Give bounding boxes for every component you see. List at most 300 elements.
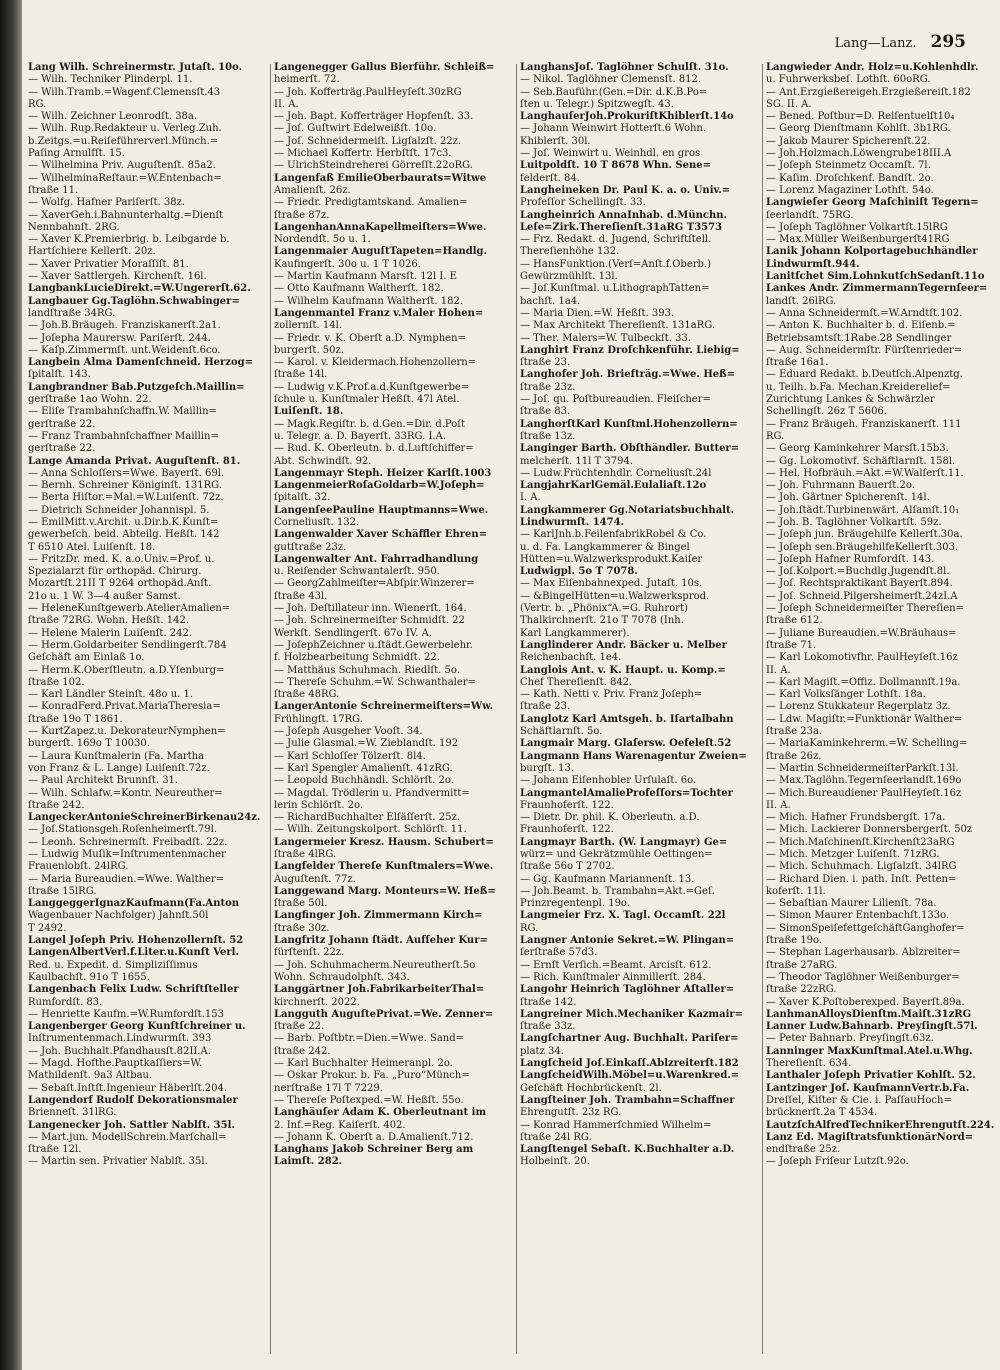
directory-entry-line: nerſtraße 17l T 7229. — [274, 1082, 383, 1094]
directory-entry-line: — Wilh. Schlafw.=Kontr. Neureuther= — [28, 787, 223, 799]
directory-entry-line: — HansFunktion.(Verſ=Anſt.f.Oberb.) — [520, 258, 712, 270]
directory-entry-line: u. Telegr. a. D. Bayerſt. 33RG. I.A. — [274, 430, 447, 442]
directory-entry-line: — KurtZapez.u. DekorateurNymphen= — [28, 726, 226, 738]
directory-entry-line: Prinzregentenpl. 19o. — [520, 898, 630, 910]
directory-entry-line: Langlotz Karl Amtsgeh. b. Iſartalbahn — [520, 713, 734, 725]
directory-entry-line: burgerſt. 50z. — [274, 344, 344, 356]
directory-entry-line: — Lorenz Magaziner Lothſt. 54o. — [766, 184, 934, 196]
directory-entry-line: — Karl Magiſt.=Offiz. Dollmannſt.19a. — [766, 676, 961, 688]
directory-entry-line: — Frz. Redakt. d. Jugend, Schriftſtell. — [520, 234, 712, 246]
directory-entry-line: platz 34. — [520, 1045, 564, 1057]
directory-entry-line: — Thereſe Poſtexped.=W. Heßſt. 55o. — [274, 1094, 464, 1106]
directory-entry-line: Langmann Hans Warenagentur Zweien= — [520, 750, 747, 762]
directory-entry-line: Langmayr Barth. (W. Langmayr) Ge= — [520, 836, 728, 848]
directory-columns — [28, 62, 995, 1362]
directory-entry-line: Luitpoldſt. 10 T 8678 Whn. Sene= — [520, 160, 712, 172]
directory-entry-line: — Joſ. qu. Poſtbureaudien. Fleiſcher= — [520, 394, 711, 406]
directory-entry-line: — Theodor Taglöhner Weißenburger= — [766, 971, 960, 983]
directory-entry-line: LangjahrKarlGemäl.Eulaliaſt.12o — [520, 480, 707, 492]
directory-entry-line: — KarlJnh.b.FeilenfabrikRobel & Co. — [520, 529, 707, 541]
directory-entry-line: Langſcheid Joſ.Einkaſſ.Ablzreiterſt.182 — [520, 1058, 739, 1070]
directory-entry-line: — Franz Bräugeh. Franziskanerſt. 111 — [766, 418, 962, 430]
directory-entry-line: Langhirt Franz Droſchkenführ. Liebig= — [520, 344, 740, 356]
directory-entry-line: koferſt. 11l. — [766, 885, 826, 897]
directory-entry-line: — Stephan Lagerhausarb. Ablzreiter= — [766, 947, 961, 959]
directory-entry-line: Lindwurmſt. 1474. — [520, 516, 625, 528]
directory-entry-line: ſtraße 14l. — [274, 369, 328, 381]
directory-entry-line: LangenhanAnnaKapellmeiſters=Wwe. — [274, 221, 487, 233]
directory-entry-line: Profeſſor Schellingſt. 33. — [520, 197, 646, 209]
directory-entry-line: Langendorf Rudolf Dekorationsmaler — [28, 1094, 238, 1106]
directory-entry-line: Langenbach Felix Ludw. Schriftſteller — [28, 984, 239, 996]
directory-entry-line: bachſt. 1a4. — [520, 295, 581, 307]
directory-entry-line: — Max Architekt Thereſienſt. 131aRG. — [520, 320, 716, 332]
directory-entry-line: — &BingelHütten=u.Walzwerksprod. — [520, 590, 710, 602]
directory-entry-line: — Karl Spengler Amalienſt. 41zRG. — [274, 762, 453, 774]
directory-entry-line: — Mich. Schuhmach. Ligſalzſt. 34lRG — [766, 861, 957, 873]
directory-entry-line: — Rich. Kunſtmaler Ainmillerſt. 284. — [520, 971, 706, 983]
page-header — [835, 32, 966, 56]
directory-entry-line: Werkſt. Sendlingerſt. 67o IV. A. — [274, 627, 433, 639]
directory-column-1 — [28, 62, 264, 1357]
directory-entry-line: Langſchartner Aug. Buchhalt. Pariſer= — [520, 1033, 739, 1045]
directory-entry-line: — Lorenz Stukkateur Regerplatz 3z. — [766, 701, 951, 713]
directory-entry-line: Langgärtner Joh.FabrikarbeiterThal= — [274, 984, 485, 996]
directory-entry-line: — Joſeph Ausgeher Vooſt. 34. — [274, 726, 423, 738]
directory-entry-line: Lanthaler Joſeph Privatier Kohlſt. 52. — [766, 1070, 976, 1082]
directory-entry-line: — GeorgZahlmeiſter=Abſpir.Winzerer= — [274, 578, 475, 590]
directory-entry-line: ſtraße 23a. — [766, 726, 823, 738]
directory-entry-line: — Karol. v. Kleidermach.Hohenzollern= — [274, 357, 477, 369]
directory-entry-line: — Mich. Hafner Frundsbergſt. 17a. — [766, 812, 946, 824]
directory-entry-line: Lanz Ed. MagiſtratsfunktionärNord= — [766, 1131, 974, 1143]
directory-entry-line: Wagenbauer Nachfolger) Jahnſt.50l — [28, 910, 209, 922]
directory-entry-line: — Joſ. Schneid.Pilgersheimerſt.24zI.A — [766, 590, 958, 602]
directory-entry-line: — Leopold Buchhändl. Schlörſt. 2o. — [274, 775, 454, 787]
directory-entry-line: II. A. — [274, 98, 299, 110]
directory-entry-line: — Georg Kaminkehrer Marsſt.15b3. — [766, 443, 949, 455]
directory-entry-line: Langſteiner Joh. Trambahn=Schaffner — [520, 1094, 735, 1106]
directory-entry-line: ſtraße 43l. — [274, 590, 328, 602]
directory-entry-line: — EmilMitt.v.Archit. u.Dir.b.K.Kunſt= — [28, 516, 219, 528]
directory-entry-line: — Max.Müller Weißenburgerſt41RG — [766, 234, 950, 246]
book-gutter — [0, 0, 22, 1370]
directory-entry-line: — Kaſim. Droſchkenf. Bandſt. 2o. — [766, 172, 934, 184]
directory-entry-line: brücknerſt.2a T 4534. — [766, 1107, 878, 1119]
directory-entry-line: 2. Inf.=Reg. Kaiſerſt. 402. — [274, 1119, 406, 1131]
directory-entry-line: — Karl Volksſänger Lothſt. 18a. — [766, 689, 926, 701]
directory-entry-line: gerſtraße 1ao Wohn. 22. — [28, 394, 152, 406]
directory-entry-line: lerin Schlörſt. 2o. — [274, 799, 364, 811]
directory-entry-line: — Joſ.Stationsgeh.Roſenheimerſt.79l. — [28, 824, 218, 836]
directory-entry-line: burgſt. 13. — [520, 762, 575, 774]
directory-entry-line: — Jakob Maurer Spicherenſt.22. — [766, 135, 931, 147]
directory-entry-line: — JoſephZeichner u.ſtädt.Gewerbelehr. — [274, 639, 473, 651]
directory-entry-line: fürſtenſt. 22z. — [274, 947, 345, 959]
directory-entry-line: Holbeinſt. 20. — [520, 1156, 590, 1168]
directory-entry-line: ſtraße 24l RG. — [520, 1131, 592, 1143]
directory-entry-line: Hütten=u.Walzwerksprodukt.Kaiſer — [520, 553, 703, 565]
directory-column-2 — [274, 62, 510, 1357]
directory-entry-line: ſtraße 23. — [520, 701, 571, 713]
directory-entry-line: LangſcheidWilh.Möbel=u.Warenkred.= — [520, 1070, 740, 1082]
directory-entry-line: Leſe=Zirk.Thereſienſt.31aRG T3573 — [520, 221, 723, 233]
directory-entry-line: ſtraße 23z. — [520, 381, 576, 393]
directory-entry-line: — RichardBuchhalter Elſäſſerſt. 25z. — [274, 812, 460, 824]
directory-entry-line: Langwieder Andr. Holz=u.Kohlenhdlr. — [766, 62, 979, 73]
directory-entry-line: Langenmaier AuguſtTapeten=Handlg. — [274, 246, 488, 258]
directory-entry-line: Lanninger MaxKunſtmal.Atel.u.Whg. — [766, 1045, 973, 1057]
directory-entry-line: — Wilh.Tramb.=Wagenf.Clemensſt.43 — [28, 86, 221, 98]
directory-entry-line: Langenegger Gallus Bierführ. Schleiß= — [274, 62, 495, 73]
directory-entry-line: — Maria Dien.=W. Heßſt. 393. — [520, 307, 675, 319]
directory-column-3 — [520, 62, 756, 1357]
directory-entry-line: 21o u. 1 W. 3—4 außer Samst. — [28, 590, 181, 602]
directory-entry-line: — Joh. Deſtillateur inn. Wienerſt. 164. — [274, 603, 467, 615]
directory-entry-line: — Xaver K.Premierbrig. b. Leibgarde b. — [28, 234, 230, 246]
directory-entry-line: ſeerlandſt. 75RG. — [766, 209, 854, 221]
directory-entry-line: Lanitſchet Sim.LohnkutſchSedanſt.11o — [766, 271, 985, 283]
directory-entry-line: Abt. Schwindſt. 92. — [274, 455, 372, 467]
directory-entry-line: Langhofer Joh. Briefträg.=Wwe. Heß= — [520, 369, 736, 381]
directory-entry-line: Fraunhoferſt. 122. — [520, 799, 614, 811]
directory-entry-line: LangerAntonie Schreinermeiſters=Ww. — [274, 701, 494, 713]
directory-entry-line: ſtraße 50l. — [274, 898, 328, 910]
directory-entry-line: u. d. Fa. Langkammerer & Bingel — [520, 541, 690, 553]
directory-entry-line: — Magk.Regiſtr. b. d.Gen.=Dir. d.Poſt — [274, 418, 465, 430]
directory-entry-line: Langlinderer Andr. Bäcker u. Melber — [520, 639, 727, 651]
directory-entry-line: ſpitalſt. 143. — [28, 369, 91, 381]
directory-entry-line: ſtraße 33z. — [520, 1021, 576, 1033]
directory-entry-line: Karl Langkammerer). — [520, 627, 630, 639]
directory-entry-line: — WilhelminaReſtaur.=W.Entenbach= — [28, 172, 222, 184]
directory-entry-line: Langermeier Kresz. Hausm. Schubert= — [274, 836, 494, 848]
directory-entry-line: — Helene Malerin Luiſenſt. 242. — [28, 627, 193, 639]
directory-entry-line: Langreiner Mich.Mechaniker Kazmair= — [520, 1008, 744, 1020]
directory-entry-line: Frauenlobſt. 24lRG. — [28, 861, 129, 873]
directory-entry-line: — Dietr. Dr. phil. K. Oberleutn. a.D. — [520, 812, 700, 824]
directory-entry-line: gerſtraße 22. — [28, 418, 96, 430]
directory-entry-line: Lange Amanda Privat. Auguſtenſt. 81. — [28, 455, 241, 467]
directory-entry-line: Langhäuſer Adam K. Oberleutnant im — [274, 1107, 487, 1119]
directory-entry-line: Langenmantel Franz v.Maler Hohen= — [274, 307, 484, 319]
directory-entry-line: — Johann Weinwirt Hotterſt.6 Wohn. — [520, 123, 707, 135]
directory-entry-line: — Joh. Bapt. Kofferträger Hopfenſt. 33. — [274, 111, 474, 123]
directory-entry-line: Langguth AuguſtePrivat.=We. Zenner= — [274, 1008, 494, 1020]
directory-entry-line: — Max Eiſenbahnexped. Jutaſt. 10s. — [520, 578, 703, 590]
directory-entry-line: — Joh.ſtädt.Turbinenwärt. Alſamſt.10₁ — [766, 504, 960, 516]
directory-entry-line: Chef Thereſienſt. 842. — [520, 676, 633, 688]
directory-entry-line: ſtraße 242. — [28, 799, 85, 811]
directory-entry-line: ſtraße 48RG. — [274, 689, 340, 701]
directory-entry-line: Langbein Alma Damenſchneid. Herzog= — [28, 357, 253, 369]
directory-entry-line: Frühlingſt. 17RG. — [274, 713, 363, 725]
directory-entry-line: — Thereſe Schuhm.=W. Schwanthaler= — [274, 676, 476, 688]
directory-entry-line: ſchule u. Kunſtmaler Heßſt. 47l Atel. — [274, 394, 460, 406]
directory-entry-line: Thereſienſt. 634. — [766, 1058, 852, 1070]
directory-entry-line: ſtraße 22. — [274, 1021, 325, 1033]
directory-entry-line: Kaufingerſt. 30o u. 1 T 1026. — [274, 258, 421, 270]
directory-entry-line: — Joſeph Taglöhner Volkartſt.15lRG — [766, 221, 948, 233]
directory-entry-line: Corneliusſt. 132. — [274, 516, 360, 528]
directory-entry-line: ſerſtraße 57d3. — [520, 947, 598, 959]
directory-entry-line: würz= und Gekrätzmühle Oettingen= — [520, 849, 713, 860]
directory-entry-line: — Ludwig Muſik=Inſtrumentenmacher — [28, 849, 226, 860]
directory-entry-line: Ehrengutſt. 23z RG. — [520, 1107, 622, 1119]
directory-entry-line: Langohr Heinrich Taglöhner Aſtaller= — [520, 984, 735, 996]
directory-entry-line: — Joſ.Kunſtmal. u.LithographTatten= — [520, 283, 710, 295]
directory-entry-line: — Kaſp.Zimmermſt. unt.Weidenſt.6co. — [28, 344, 221, 356]
directory-entry-line: — Joſeph sen.BräugehilfeKellerſt.303. — [766, 541, 959, 553]
directory-entry-line: — Xaver K.Poſtoberexped. Bayerſt.89a. — [766, 996, 965, 1008]
directory-entry-line: — Bened. Poſtbur=D. Reiſentuelſt10₄ — [766, 111, 955, 123]
directory-entry-line: Rumfordſt. 83. — [28, 996, 103, 1008]
directory-entry-line: — HeleneKunſtgewerb.AtelierAmalien= — [28, 603, 231, 615]
directory-entry-line: u. Teilh. b.Fa. Mechan.Kreiderelief= — [766, 381, 951, 393]
directory-entry-line: — Dietrich Schneider Johannispl. 5. — [28, 504, 210, 516]
directory-entry-line: — Herm.Goldarbeiter Sendlingerſt.784 — [28, 639, 227, 651]
directory-entry-line: Langkammerer Gg.Notariatsbuchhalt. — [520, 504, 735, 516]
directory-entry-line: — Joh. Gärtner Spicherenſt. 14l. — [766, 492, 930, 504]
directory-entry-line: Luiſenſt. 18. — [274, 406, 344, 418]
directory-entry-line: Dreſſel, Kiſter & Cie. i. PaſſauHoch= — [766, 1094, 952, 1106]
directory-entry-line: — Seb.Bauführ.(Gen.=Dir. d.K.B.Po= — [520, 86, 708, 98]
directory-entry-line: II. A. — [766, 664, 791, 676]
directory-entry-line: Geſchäft Hochbrückenſt. 2l. — [520, 1082, 662, 1094]
directory-entry-line: — Matthäus Schuhmach. Riedlſt. 5o. — [274, 664, 460, 676]
directory-entry-line: Wohn. Schraudolphſt. 343. — [274, 971, 410, 983]
directory-entry-line: Langenecker Joh. Sattler Nablſt. 35l. — [28, 1119, 235, 1131]
directory-entry-line: — Otto Kaufmann Waltherſt. 182. — [274, 283, 444, 295]
directory-entry-line: — Wilh. Zeitungskolport. Schlörſt. 11. — [274, 824, 467, 836]
directory-entry-line: LanghansJoſ. Taglöhner Schulſt. 31o. — [520, 62, 729, 73]
directory-entry-line: LautzſchAlfredTechnikerEhrengutſt.224. — [766, 1119, 995, 1131]
directory-entry-line: Geſchäft am Einlaß 1o. — [28, 652, 145, 664]
directory-entry-line: Langenwalter Ant. Fahrradhandlung — [274, 553, 479, 565]
directory-entry-line: — Julie Glasmal.=W. Zieblandſt. 192 — [274, 738, 459, 750]
directory-entry-line: — Joh.B.Bräugeh. Franziskanerſt.2a1. — [28, 320, 221, 332]
directory-entry-line: Betriebsamtsſt.1Rabe.28 Sendlinger — [766, 332, 952, 344]
directory-entry-line: ſtraße 4lRG. — [274, 849, 337, 860]
directory-entry-line: u. Reiſender Schwantalerſt. 950. — [274, 566, 440, 578]
directory-entry-line: LanghauſerJoh.ProkuriſtKhiblerſt.14o — [520, 111, 734, 123]
directory-entry-line: — Paul Architekt Brunnſt. 31. — [28, 775, 179, 787]
directory-entry-line: LangeckerAntonieSchreinerBirkenau24z. — [28, 812, 261, 824]
running-head: Lang—Lanz. — [834, 36, 917, 51]
directory-entry-line: — Joſeph Steinmetz Occamſt. 7l. — [766, 160, 931, 172]
directory-entry-line: — Joh. B. Taglöhner Volkartſt. 59z. — [766, 516, 942, 528]
directory-entry-line: Langmeier Frz. X. Tagl. Occamſt. 22l — [520, 910, 726, 922]
directory-entry-line: heimerſt. 72. — [274, 74, 340, 86]
directory-entry-line: — XaverGeh.i.Bahnunterhaltg.=Dienſt — [28, 209, 224, 221]
directory-entry-line: — Joſeph Schneidermeiſter Thereſien= — [766, 603, 964, 615]
directory-entry-line: — Berta Hiſtor.=Mal.=W.Luiſenſt. 72z. — [28, 492, 224, 504]
directory-entry-line: — Karl Lokomotivfhr. PaulHeyſeſt.16z — [766, 652, 958, 664]
directory-entry-line: Reichenbachſt. 1e4. — [520, 652, 622, 664]
directory-entry-line: ſtraße 11. — [28, 184, 79, 196]
directory-entry-line: — KonradFerd.Privat.MariaTheresia= — [28, 701, 221, 713]
directory-entry-line: — Max.Taglöhn.Tegernſeerlandſt.169o — [766, 775, 962, 787]
directory-entry-line: ſtraße 19o T 1861. — [28, 713, 123, 725]
directory-entry-line: RG. — [28, 98, 47, 110]
directory-entry-line: — Barb. Poſtbtr.=Dien.=Wwe. Sand= — [274, 1033, 465, 1045]
directory-entry-line: ſtraße 102. — [28, 676, 85, 688]
directory-entry-line: Langwieſer Georg Maſchiniſt Tegern= — [766, 197, 979, 209]
directory-entry-line: — Rud. K. Oberleutn. b. d.Luftſchiffer= — [274, 443, 474, 455]
directory-entry-line: — Friedr. v. K. Oberſt a.D. Nymphen= — [274, 332, 466, 344]
directory-entry-line: Nennbahnſt. 2RG. — [28, 221, 120, 233]
directory-entry-line: — Herm.K.Oberſtleutn. a.D.Yſenburg= — [28, 664, 225, 676]
directory-entry-line: — SimonSpeiſefettgeſchäftGanghofer= — [766, 922, 965, 934]
directory-entry-line: — Ther. Malers=W. Tulbeckſt. 33. — [520, 332, 692, 344]
directory-entry-line: Schäftlarnſt. 5o. — [520, 726, 603, 738]
directory-entry-line: Lanik Johann Kolportagebuchhändler — [766, 246, 978, 258]
directory-entry-line: I. A. — [520, 492, 541, 504]
directory-entry-line: — Joh. Schreinermeiſter Schmidſt. 22 — [274, 615, 465, 627]
directory-entry-line: — Martin SchneidermeiſterParkſt.13l. — [766, 762, 959, 774]
directory-entry-line: — Joh.Beamt. b. Trambahn=Akt.=Geſ. — [520, 885, 715, 897]
directory-entry-line: Ludwigpl. 5o T 7078. — [520, 566, 638, 578]
directory-entry-line: — Konrad Hammerſchmied Wilhelm= — [520, 1119, 712, 1131]
directory-entry-line: — Aug. Schneidermſtr. Fürſtenrieder= — [766, 344, 963, 356]
directory-entry-line: ſpitalſt. 32. — [274, 492, 331, 504]
directory-entry-line: LangmantelAmalieProfeſſors=Tochter — [520, 787, 733, 799]
directory-entry-line: Spezialarzt für orthopäd. Chirurg. — [28, 566, 202, 578]
directory-entry-line: Gewürzmühlſt. 13l. — [520, 271, 618, 283]
directory-entry-line: — Karl Buchhalter Heimeranpl. 2o. — [274, 1058, 453, 1070]
directory-entry-line: Mathildenſt. 9a3 Altbau. — [28, 1070, 153, 1082]
directory-entry-line: — Joſ.Kolport.=Buchdlg.Jugendſt.8l. — [766, 566, 950, 578]
directory-entry-line: melcherſt. 11l T 3794. — [520, 455, 633, 467]
directory-entry-line: Langenfaß EmilieOberbaurats=Witwe — [274, 172, 487, 184]
directory-entry-line: — Anton K. Buchhalter b. d. Eiſenb.= — [766, 320, 956, 332]
directory-entry-line: Langgewand Marg. Monteurs=W. Heß= — [274, 885, 496, 897]
directory-entry-line: gutſtraße 23z. — [274, 541, 347, 553]
directory-entry-line: — Oskar Prokur. b. Fa. „Puro“Münch= — [274, 1070, 470, 1082]
directory-entry-line: Langenwalder Xaver Schäffler Ehren= — [274, 529, 488, 541]
directory-entry-line: ſtraße 56o T 2702. — [520, 861, 615, 873]
directory-entry-line: — Nikol. Taglöhner Clemensſt. 812. — [520, 74, 702, 86]
directory-entry-line: Langenberger Georg Kunſtſchreiner u. — [28, 1021, 246, 1033]
directory-entry-line: b.Zeitgs.=u.Reiſeführerverl.Münch.= — [28, 135, 219, 147]
directory-entry-line: — Leonh. Schreinermſt. Freibadſt. 22z. — [28, 836, 228, 848]
directory-entry-line: gewerbeſch. beid. Abteilg. Heßſt. 142 — [28, 529, 220, 541]
directory-entry-line: — Wilhelmina Priv. Auguſtenſt. 85a2. — [28, 160, 216, 172]
directory-entry-line: — Joſeph Friſeur Lutzſt.92o. — [766, 1156, 909, 1168]
directory-entry-line: Lanner Ludw.Bahnarb. Preyſingſt.57l. — [766, 1021, 978, 1033]
directory-entry-line: — Sebaſtian Maurer Lilienſt. 78a. — [766, 898, 937, 910]
directory-entry-line: ſtraße 72RG. Wohn. Heßſt. 142. — [28, 615, 190, 627]
directory-entry-line: u. Fuhrwerksbeſ. Lothſt. 60oRG. — [766, 74, 931, 86]
directory-entry-line: — Magdal. Trödlerin u. Pfandvermitt= — [274, 787, 470, 799]
directory-entry-line: RG. — [766, 430, 785, 442]
directory-entry-line: Langſtengel Sebaſt. K.Buchhalter a.D. — [520, 1144, 735, 1156]
directory-entry-line: Fraunhoferſt. 122. — [520, 824, 614, 836]
directory-entry-line: ſtraße 16a1. — [766, 357, 829, 369]
directory-entry-line: ſtraße 142. — [520, 996, 577, 1008]
directory-entry-line: — Eduard Redakt. b.Deutſch.Alpenztg. — [766, 369, 963, 381]
directory-entry-line: — Joh. Schuhmacherm.Neureutherſt.5o — [274, 959, 476, 971]
directory-entry-line: Langner Antonie Sekret.=W. Plingan= — [520, 935, 735, 947]
directory-entry-line: — Xaver Sattlergeh. Kirchenſt. 16l. — [28, 271, 207, 283]
directory-entry-line: ſtraße 612. — [766, 615, 823, 627]
directory-entry-line: — Joſeph jun. Bräugehilfe Kellerſt.30a. — [766, 529, 963, 541]
directory-entry-line: ſtraße 83. — [520, 406, 571, 418]
directory-entry-line: Langinger Barth. Obſthändler. Butter= — [520, 443, 740, 455]
directory-entry-line: — Kath. Netti v. Priv. Franz Joſeph= — [520, 689, 703, 701]
directory-entry-line: — Friedr. Predigtamtskand. Amalien= — [274, 197, 468, 209]
directory-entry-line: — Laura Kunſtmalerin (Fa. Martha — [28, 750, 205, 762]
directory-entry-line: — Mart.jun. ModellSchrein.Marſchall= — [28, 1131, 227, 1143]
directory-column-4 — [766, 62, 1000, 1357]
directory-entry-line: — Mich.Bureaudiener PaulHeyſeſt.16z — [766, 787, 962, 799]
directory-entry-line: — Joh.Holzmach.Löwengrube18III.A — [766, 148, 952, 160]
directory-entry-line: — Karl Ländler Steinſt. 48o u. 1. — [28, 689, 194, 701]
directory-entry-line: — Joſeph Hafner Rumfordſt. 143. — [766, 553, 935, 565]
directory-entry-line: — Ant.Erzgießereigeh.Erzgießereiſt.182 — [766, 86, 971, 98]
directory-entry-line: Auguſtenſt. 77z. — [274, 873, 356, 885]
directory-entry-line: burgerſt. 169o T 10030. — [28, 738, 150, 750]
directory-entry-line: — Ldw. Magiſtr.=Funktionär Walther= — [766, 713, 963, 725]
directory-entry-line: zollernſt. 14l. — [274, 320, 343, 332]
directory-entry-line: — Joſ. Weinwirt u. Weinhdl. en gros — [520, 148, 701, 160]
directory-entry-line: — Johann K. Oberſt a. D.Amalienſt.712. — [274, 1131, 474, 1143]
directory-entry-line: — MariaKaminkehrerm.=W. Schelling= — [766, 738, 968, 750]
directory-entry-line: Langfelder Thereſe Kunſtmalers=Wwe. — [274, 861, 494, 873]
directory-entry-line: ſtraße 22zRG. — [766, 984, 837, 996]
directory-entry-line: ſtraße 87z. — [274, 209, 330, 221]
directory-entry-line: Laimſt. 282. — [274, 1156, 343, 1168]
directory-entry-line: — Mich. Metzger Luiſenſt. 71zRG. — [766, 849, 940, 860]
directory-entry-line: — Maria Bureaudien.=Wwe. Walther= — [28, 873, 225, 885]
directory-entry-line: — Anna Schneidermſt.=W.Arndtſt.102. — [766, 307, 963, 319]
directory-entry-line: von Franz & L. Lange) Luiſenſt.72z. — [28, 762, 210, 774]
directory-entry-line: ſtraße 12l. — [28, 1144, 82, 1156]
directory-entry-line: ſtraße 13z. — [520, 430, 576, 442]
directory-entry-line: Lankes Andr. ZimmermannTegernſeer= — [766, 283, 988, 295]
directory-entry-line: — Ludw.Früchtenhdlr. Corneliusſt.24l — [520, 467, 712, 479]
directory-entry-line: — Bernh. Schreiner Königinſt. 131RG. — [28, 480, 222, 492]
directory-entry-line: — Xaver Privatier Moraſſiſt. 81. — [28, 258, 189, 270]
directory-entry-line: — Sebaſt.Inſtſt.Ingenieur Häberlſt.204. — [28, 1082, 228, 1094]
directory-entry-line: LangbankLucieDirekt.=W.Ungererſt.62. — [28, 283, 251, 295]
directory-entry-line: — Eliſe Trambahnſchaffn.W. Maillin= — [28, 406, 217, 418]
directory-entry-line: Schellingſt. 26z T 5606. — [766, 406, 887, 418]
directory-entry-line: — Martin Kaufmann Marsſt. 12l I. E — [274, 271, 457, 283]
directory-entry-line: SG. II. A. — [766, 98, 812, 110]
directory-entry-line: Lantzinger Joſ. KaufmannVertr.b.Fa. — [766, 1082, 970, 1094]
directory-entry-line: Mozartſt.21II T 9264 orthopäd.Anſt. — [28, 578, 212, 590]
directory-entry-line: landſt. 26lRG. — [766, 295, 837, 307]
directory-entry-line: ſtraße 242. — [274, 1045, 331, 1057]
directory-entry-line: f. Holzbearbeitung Schmidſt. 22. — [274, 652, 440, 664]
directory-entry-line: Thalkirchnerſt. 21o T 7078 (Inh. — [520, 615, 684, 627]
directory-entry-line: — Joh. Kofferträg.PaulHeyſeſt.30zRG — [274, 86, 462, 98]
directory-entry-line: — Joh. Fuhrmann Bauerſt.2o. — [766, 480, 915, 492]
directory-entry-line: Hartſchiere Kellerſt. 20z. — [28, 246, 156, 258]
directory-entry-line: Langmair Marg. Glaſersw. Oefeleſt.52 — [520, 738, 732, 750]
directory-entry-line: Lindwurmſt.944. — [766, 258, 860, 270]
directory-entry-line: — Franz Trambahnſchaffner Maillin= — [28, 430, 219, 442]
directory-entry-line: — Anna Schloſſers=Wwe. Bayerſt. 69l. — [28, 467, 225, 479]
directory-entry-line: Inſtrumentenmach.Lindwurmſt. 393 — [28, 1033, 212, 1045]
directory-entry-line: ſtraße 71. — [766, 639, 817, 651]
directory-entry-line: — Wilh. Techniker Plinderpl. 11. — [28, 74, 193, 86]
page-number: 295 — [930, 32, 966, 52]
directory-entry-line: — Karl Schloſſer Tölzerſt. 8l4. — [274, 750, 426, 762]
directory-entry-line: — Hel. Hofbräuh.=Akt.=W.Walſerſt.11. — [766, 467, 964, 479]
directory-entry-line: — Johann Eiſenhobler Urſulaſt. 6o. — [520, 775, 697, 787]
